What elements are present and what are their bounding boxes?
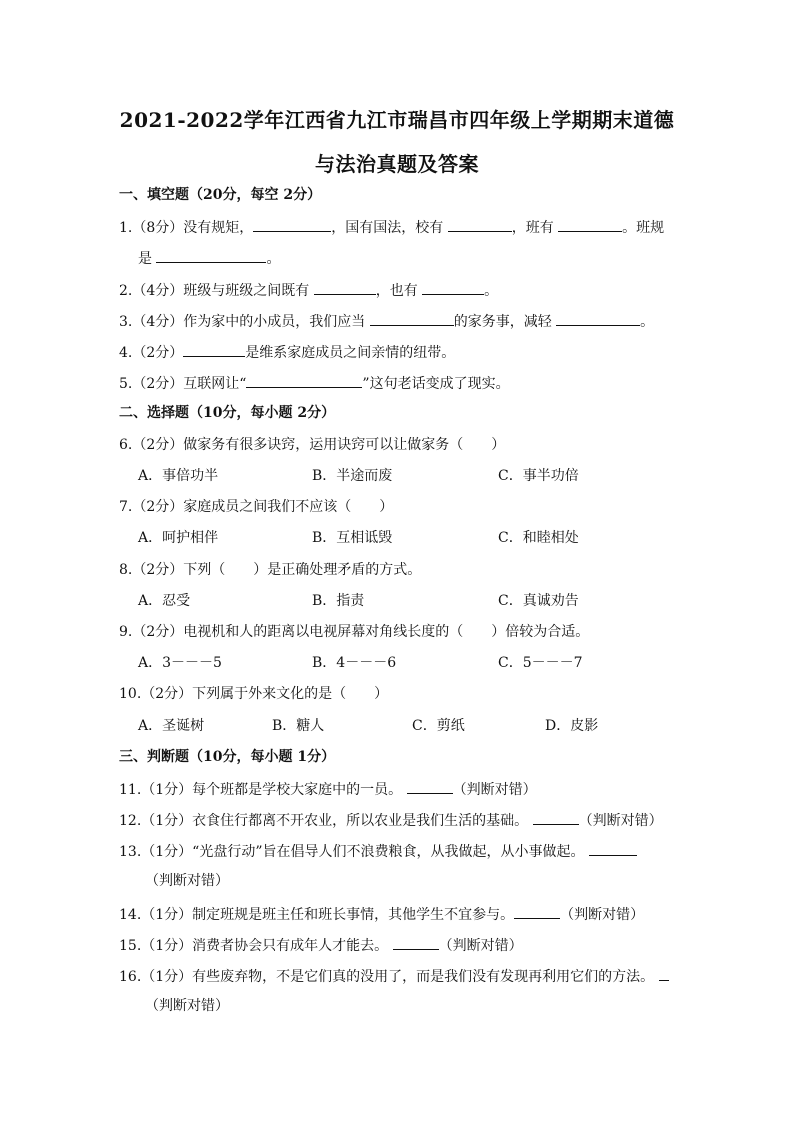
question-3 xyxy=(119,311,654,331)
q14-text-a: 14.（1分）制定班规是班主任和班长事情，其他学生不宜参与。 xyxy=(119,907,515,923)
q14-text-b: （判断对错） xyxy=(560,907,645,923)
section-fill-blank-heading: 一、填空题（20分，每空 2分） xyxy=(119,187,322,203)
q9-option-a[interactable]: A．3－－－5 xyxy=(138,655,222,671)
q7-option-c[interactable]: C．和睦相处 xyxy=(498,530,579,546)
q15-text-b: （判断对错） xyxy=(438,938,523,954)
question-4 xyxy=(119,342,455,362)
question-13-continued: （判断对错） xyxy=(145,873,229,889)
q8-option-a[interactable]: A．忍受 xyxy=(138,593,191,609)
q2-text-c: 。 xyxy=(484,283,499,299)
section-multiple-choice-heading: 二、选择题（10分，每小题 2分） xyxy=(119,405,336,421)
q3-text-c: 。 xyxy=(640,314,655,330)
page-title-line-1: 2021-2022学年江西省九江市瑞昌市四年级上学期期末道德 xyxy=(119,108,675,132)
q11-blank[interactable] xyxy=(407,779,453,794)
question-9: 9.（2分）电视机和人的距离以电视屏幕对角线长度的（ ）倍较为合适。 xyxy=(119,624,590,640)
q12-blank[interactable] xyxy=(533,810,579,825)
q1-text-f: 。 xyxy=(266,251,281,267)
q5-text-b: ”这句老话变成了现实。 xyxy=(362,376,510,392)
q1-blank-4[interactable] xyxy=(156,248,266,263)
q1-blank-3[interactable] xyxy=(558,217,622,232)
q16-blank[interactable] xyxy=(659,966,669,981)
q10-option-b[interactable]: B．糖人 xyxy=(272,718,325,734)
q2-blank-1[interactable] xyxy=(314,280,376,295)
question-6: 6.（2分）做家务有很多诀窍，运用诀窍可以让做家务（ ） xyxy=(119,437,506,453)
q16-text-a: 16.（1分）有些废弃物，不是它们真的没用了，而是我们没有发现再利用它们的方法。 xyxy=(119,969,659,985)
q4-text-a: 4.（2分） xyxy=(119,345,184,361)
q11-text-a: 11.（1分）每个班都是学校大家庭中的一员。 xyxy=(119,782,407,798)
q1-text-e: 是 xyxy=(138,251,157,267)
question-2 xyxy=(119,280,498,300)
q1-blank-2[interactable] xyxy=(448,217,512,232)
section-true-false-heading: 三、判断题（10分，每小题 1分） xyxy=(119,749,336,765)
q6-option-a[interactable]: A．事倍功半 xyxy=(138,468,219,484)
q3-text-b: 的家务事，减轻 xyxy=(453,314,557,330)
q12-text-a: 12.（1分）衣食住行都离不开农业，所以农业是我们生活的基础。 xyxy=(119,813,533,829)
question-13 xyxy=(119,841,637,861)
page-title-line-2: 与法治真题及答案 xyxy=(315,152,479,176)
q8-option-c[interactable]: C．真诚劝告 xyxy=(498,593,579,609)
q2-text-a: 2.（4分）班级与班级之间既有 xyxy=(119,283,314,299)
q4-blank-1[interactable] xyxy=(183,342,245,357)
q2-blank-2[interactable] xyxy=(422,280,484,295)
q1-text-a: 1.（8分）没有规矩， xyxy=(119,220,254,236)
question-10: 10.（2分）下列属于外来文化的是（ ） xyxy=(119,686,389,702)
q7-option-a[interactable]: A．呵护相伴 xyxy=(138,530,219,546)
q6-option-b[interactable]: B．半途而废 xyxy=(312,468,393,484)
q7-option-b[interactable]: B．互相诋毁 xyxy=(312,530,393,546)
question-8: 8.（2分）下列（ ）是正确处理矛盾的方式。 xyxy=(119,562,422,578)
q1-text-c: ，班有 xyxy=(511,220,559,236)
q13-text-a: 13.（1分）“光盘行动”旨在倡导人们不浪费粮食，从我做起，从小事做起。 xyxy=(119,844,589,860)
question-16 xyxy=(119,966,669,986)
q13-blank[interactable] xyxy=(589,841,637,856)
q10-option-a[interactable]: A．圣诞树 xyxy=(138,718,205,734)
q3-text-a: 3.（4分）作为家中的小成员，我们应当 xyxy=(119,314,370,330)
q15-text-a: 15.（1分）消费者协会只有成年人才能去。 xyxy=(119,938,393,954)
question-1-continued xyxy=(138,248,280,268)
q6-option-c[interactable]: C．事半功倍 xyxy=(498,468,579,484)
q1-blank-1[interactable] xyxy=(253,217,331,232)
q12-text-b: （判断对错） xyxy=(578,813,663,829)
question-5 xyxy=(119,373,510,393)
q1-text-d: 。班规 xyxy=(622,220,665,236)
question-14 xyxy=(119,904,644,924)
question-16-continued: （判断对错） xyxy=(145,998,229,1014)
question-12 xyxy=(119,810,663,830)
q11-text-b: （判断对错） xyxy=(452,782,537,798)
q4-text-b: 是维系家庭成员之间亲情的纽带。 xyxy=(245,345,456,361)
question-7: 7.（2分）家庭成员之间我们不应该（ ） xyxy=(119,499,394,515)
q5-blank-1[interactable] xyxy=(246,373,362,388)
q14-blank[interactable] xyxy=(514,904,560,919)
q8-option-b[interactable]: B．指责 xyxy=(312,593,365,609)
q15-blank[interactable] xyxy=(393,935,439,950)
q5-text-a: 5.（2分）互联网让“ xyxy=(119,376,247,392)
question-15 xyxy=(119,935,523,955)
q3-blank-1[interactable] xyxy=(370,311,454,326)
q10-option-d[interactable]: D．皮影 xyxy=(545,718,599,734)
q3-blank-2[interactable] xyxy=(556,311,640,326)
q10-option-c[interactable]: C．剪纸 xyxy=(412,718,465,734)
question-11 xyxy=(119,779,537,799)
q9-option-b[interactable]: B．4－－－6 xyxy=(312,655,397,671)
question-1 xyxy=(119,217,664,237)
q1-text-b: ，国有国法，校有 xyxy=(331,220,448,236)
q9-option-c[interactable]: C．5－－－7 xyxy=(498,655,583,671)
q2-text-b: ，也有 xyxy=(375,283,423,299)
